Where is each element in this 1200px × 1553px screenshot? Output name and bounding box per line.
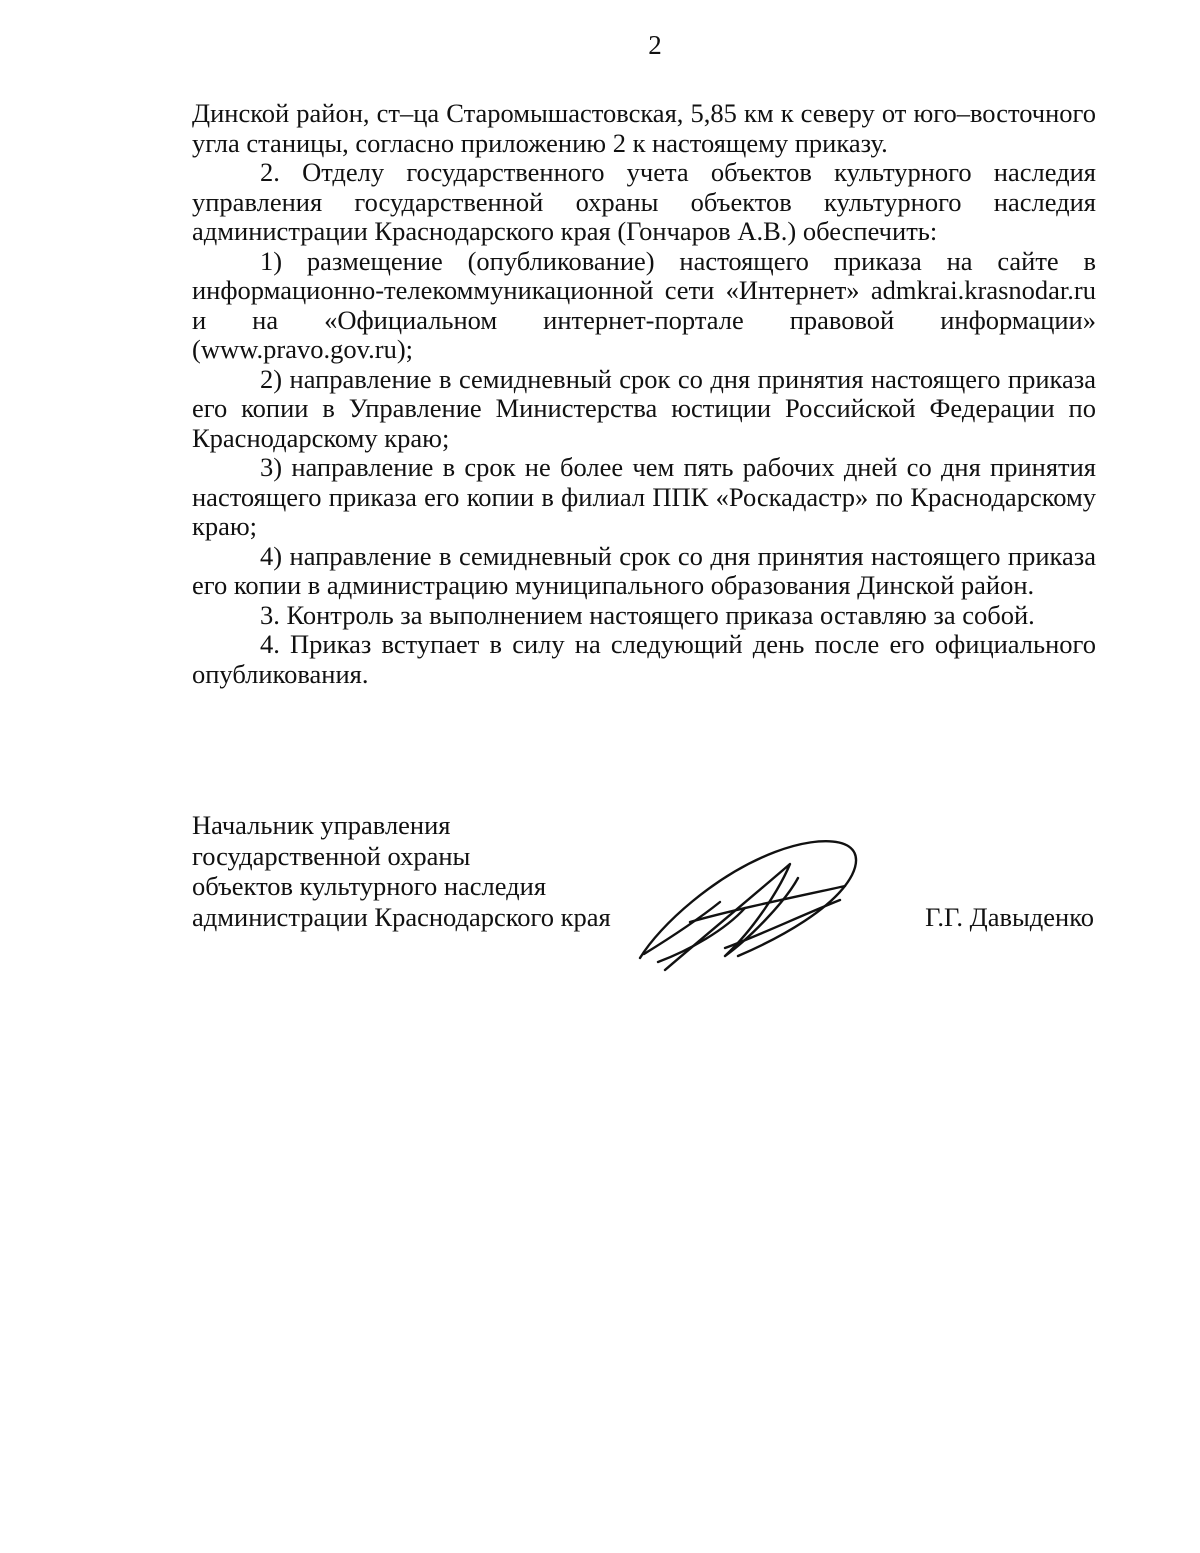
paragraph-continuation: Динской район, ст–ца Старомышастовская, 5,85 км к северу от юго–восточного угла станицы, согласно приложению 2 к настоящему приказу. [192,98,1096,158]
position-line: администрации Краснодарского края [192,901,611,932]
page-number: 2 [648,30,662,60]
position-line: государственной охраны [192,840,471,871]
paragraph-item-4: 4. Приказ вступает в силу на следующий день после его официального опубликования. [192,629,1096,689]
paragraph-subitem-4: 4) направление в семидневный срок со дня принятия настоящего приказа его копии в администрацию муниципального образования Динской район. [192,540,1096,600]
paragraph-subitem-2: 2) направление в семидневный срок со дня принятия настоящего приказа его копии в Управление Министерства юстиции Российской Федерации по Краснодарскому краю; [192,363,1096,453]
document-body [192,99,1096,689]
position-line: объектов культурного наследия [192,871,547,901]
handwritten-signature-icon [630,830,875,975]
position-line: Начальник управления [192,810,451,840]
paragraph-subitem-3: 3) направление в срок не более чем пять рабочих дней со дня принятия настоящего приказа его копии в филиал ППК «Роскадастр» по Краснодарскому краю; [192,452,1096,541]
paragraph-subitem-1: 1) размещение (опубликование) настоящего приказа на сайте в информационно-телекоммуникационной сети «Интернет» admkrai.krasnodar.ru и на «Официальном интернет-портале правовой информации» (www.pravo.gov.ru); [192,245,1096,364]
signatory-name: Г.Г. Давыденко [925,902,1094,932]
paragraph-item-3: 3. Контроль за выполнением настоящего приказа оставляю за собой. [260,599,1035,630]
signatory-position [192,810,611,932]
paragraph-item-2: 2. Отделу государственного учета объектов культурного наследия управления государственной охраны объектов культурного наследия администрации Краснодарского края (Гончаров А.В.) обеспечить: [192,157,1096,246]
